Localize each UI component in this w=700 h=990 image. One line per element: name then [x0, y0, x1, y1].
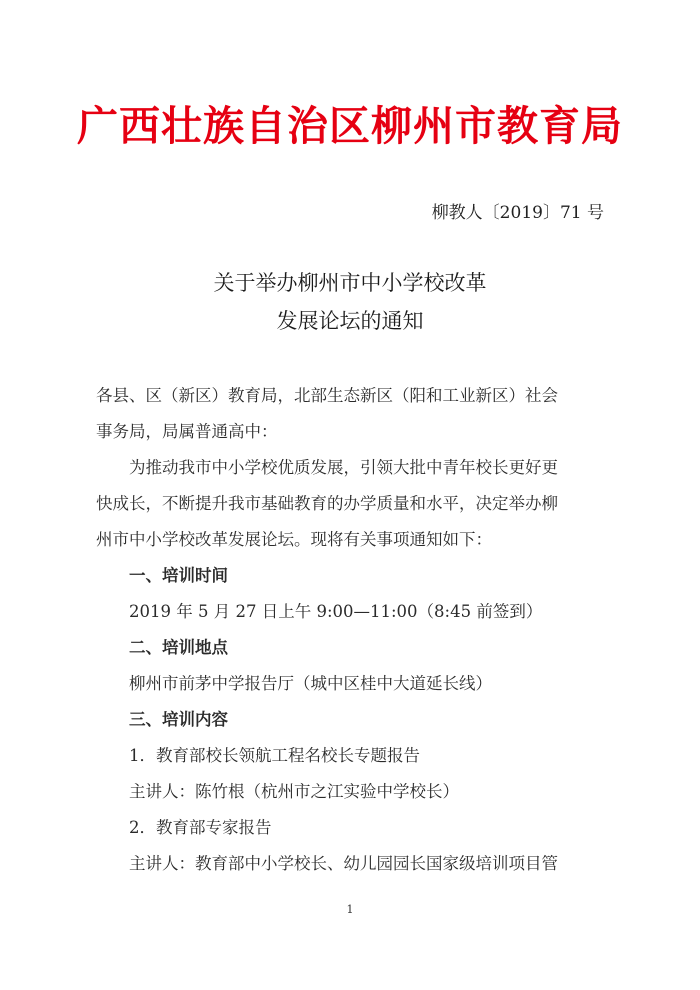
intro-line1: 为推动我市中小学校优质发展，引领大批中青年校长更好更	[129, 458, 558, 477]
intro-line2: 快成长，不断提升我市基础教育的办学质量和水平，决定举办柳	[96, 494, 558, 513]
item1-title: 1．教育部校长领航工程名校长专题报告	[129, 746, 420, 765]
page-number: 1	[346, 903, 354, 916]
doc-number: 柳教人〔2019〕71 号	[431, 203, 604, 223]
section2-heading: 二、培训地点	[129, 638, 228, 657]
item2-speaker: 主讲人：教育部中小学校长、幼儿园园长国家级培训项目管	[129, 854, 558, 873]
section2-content: 柳州市前茅中学报告厅（城中区桂中大道延长线）	[129, 674, 492, 693]
body-text	[96, 378, 606, 882]
org-title: 广西壮族自治区柳州市教育局	[77, 102, 623, 150]
section3-heading: 三、培训内容	[129, 710, 228, 729]
intro-line3: 州市中小学校改革发展论坛。现将有关事项通知如下：	[96, 530, 492, 549]
item1-speaker: 主讲人：陈竹根（杭州市之江实验中学校长）	[129, 782, 459, 801]
recipients-line2: 事务局，局属普通高中：	[96, 422, 278, 441]
section1-heading: 一、培训时间	[129, 566, 228, 585]
doc-title-line1: 关于举办柳州市中小学校改革	[213, 271, 487, 295]
doc-title-line2: 发展论坛的通知	[276, 309, 424, 333]
recipients-line1: 各县、区（新区）教育局，北部生态新区（阳和工业新区）社会	[96, 386, 558, 405]
item2-title: 2．教育部专家报告	[129, 818, 272, 837]
section1-content: 2019 年 5 月 27 日上午 9:00—11:00（8:45 前签到）	[129, 602, 543, 621]
doc-title	[0, 264, 700, 340]
